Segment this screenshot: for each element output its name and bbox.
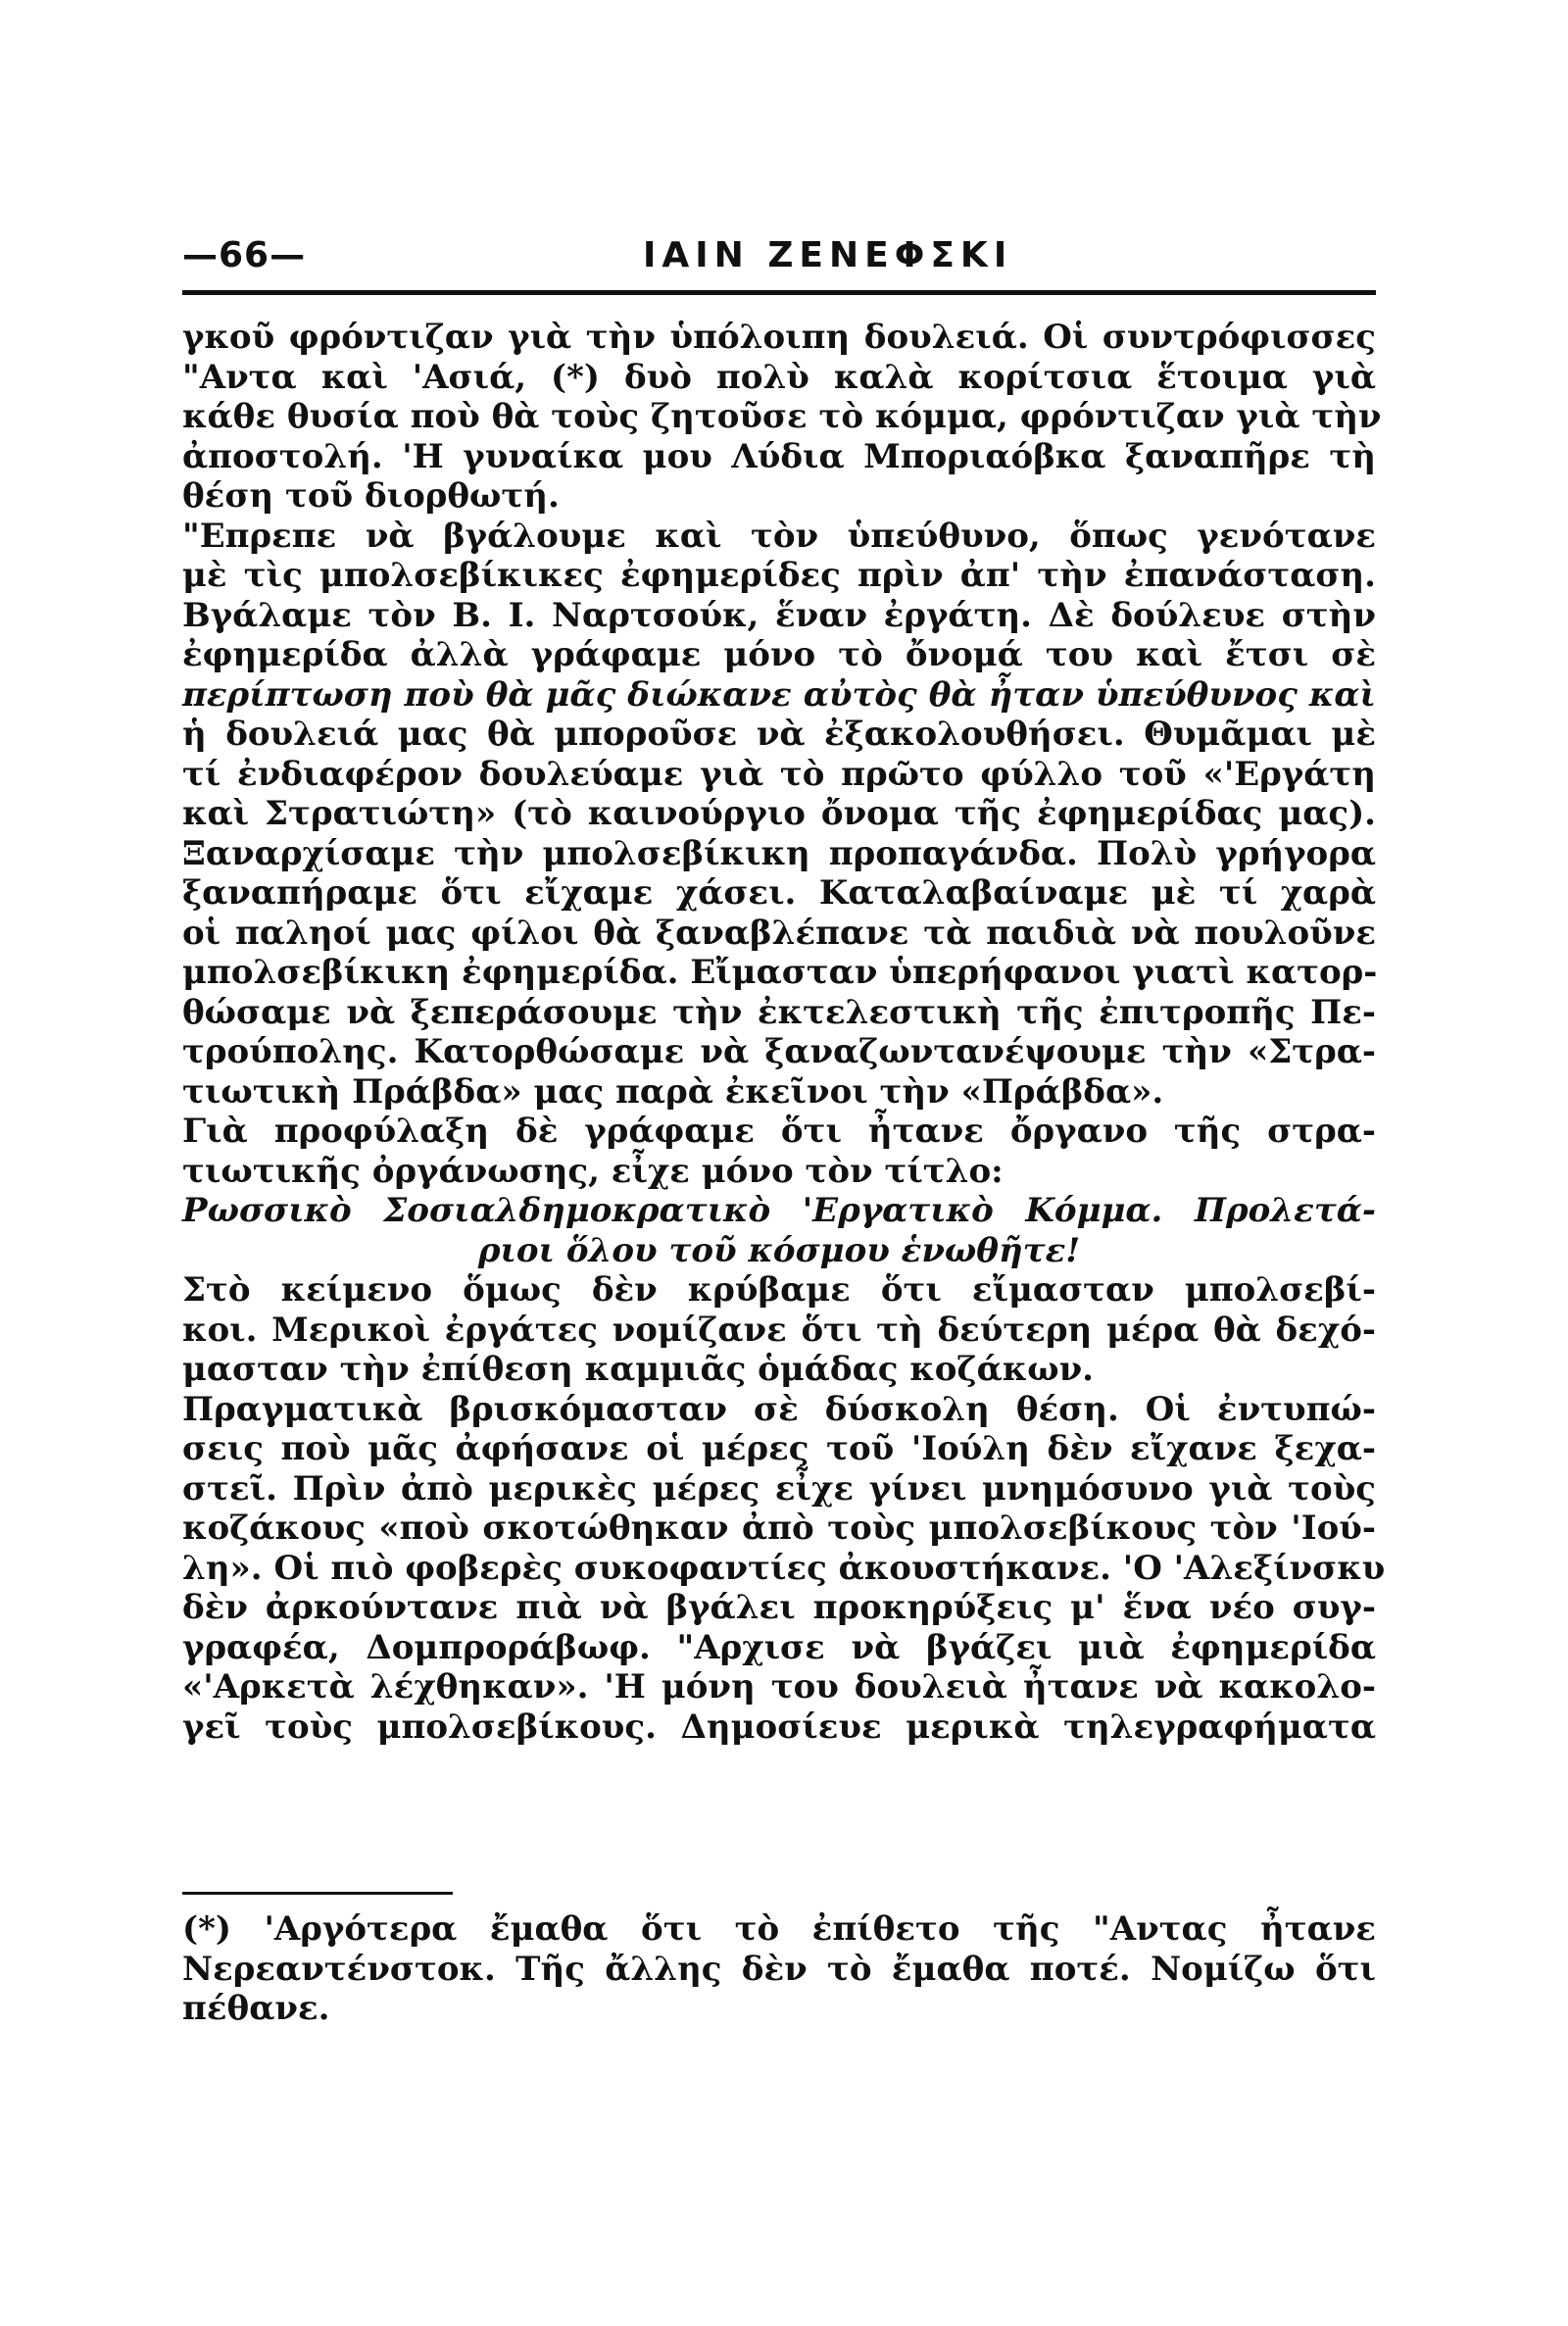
- text-line: ἡ δουλειά μας θὰ μποροῦσε νὰ ἐξακολουθήσει. Θυμᾶμαι μὲ: [182, 715, 1376, 754]
- text-line: ξαναπήραμε ὅτι εἴχαμε χάσει. Καταλαβαίναμε μὲ τί χαρὰ: [182, 873, 1376, 913]
- text-line: δὲν ἀρκούντανε πιὰ νὰ βγάλει προκηρύξεις μ' ἕνα νέο συγ-: [182, 1588, 1376, 1627]
- text-line: ἐφημερίδα ἀλλὰ γράφαμε μόνο τὸ ὄνομά του καὶ ἔτσι σὲ: [182, 635, 1376, 674]
- text-line: οἱ παληοί μας φίλοι θὰ ξαναβλέπανε τὰ παιδιὰ νὰ πουλοῦνε: [182, 913, 1376, 953]
- text-line: «'Αρκετὰ λέχθηκαν». 'Η μόνη του δουλειὰ ἦτανε νὰ κακολο-: [182, 1667, 1376, 1707]
- party-heading-line: ριοι ὅλου τοῦ κόσμου ἑνωθῆτε!: [477, 1230, 1081, 1270]
- text-line: περίπτωση ποὺ θὰ μᾶς διώκανε αὐτὸς θὰ ἦταν ὑπεύθυνος καὶ: [182, 674, 1376, 715]
- text-line: στεῖ. Πρὶν ἀπὸ μερικὲς μέρες εἶχε γίνει μνημόσυνο γιὰ τοὺς: [182, 1468, 1376, 1509]
- footnote-line: (*) 'Αργότερα ἔμαθα ὅτι τὸ ἐπίθετο τῆς "Αντας ἦτανε: [182, 1909, 1376, 1949]
- text-line: λη». Οἱ πιὸ φοβερὲς συκοφαντίες ἀκουστήκανε. 'Ο 'Αλεξίνσκυ: [182, 1548, 1386, 1588]
- text-line: Γιὰ προφύλαξη δὲ γράφαμε ὅτι ἦτανε ὄργανο τῆς στρα-: [182, 1112, 1376, 1151]
- text-line: κοζάκους «ποὺ σκοτώθηκαν ἀπὸ τοὺς μπολσεβίκους τὸν 'Ιού-: [182, 1509, 1376, 1548]
- text-line: καὶ Στρατιώτη» (τὸ καινούργιο ὄνομα τῆς ἐφημερίδας μας).: [182, 794, 1376, 833]
- text-line: γραφέα, Δομπροράβωφ. "Αρχισε νὰ βγάζει μιὰ ἐφημερίδα: [182, 1627, 1376, 1667]
- party-heading-line: Ρωσσικὸ Σοσιαλδημοκρατικὸ 'Εργατικὸ Κόμμα. Προλετά-: [182, 1191, 1376, 1230]
- page-header: [182, 235, 1376, 294]
- text-line: τιωτικῆς ὀργάνωσης, εἶχε μόνο τὸν τίτλο:: [182, 1151, 1004, 1191]
- text-line: τιωτικὴ Πράβδα» μας παρὰ ἐκεῖνοι τὴν «Πράβδα».: [182, 1071, 1164, 1112]
- text-line: γκοῦ φρόντιζαν γιὰ τὴν ὑπόλοιπη δουλειά. Οἱ συντρόφισσες: [182, 318, 1376, 357]
- text-line: "Αντα καὶ 'Ασιά, (*) δυὸ πολὺ καλὰ κορίτσια ἕτοιμα γιὰ: [182, 357, 1376, 397]
- text-line: Στὸ κείμενο ὅμως δὲν κρύβαμε ὅτι εἴμασταν μπολσεβί-: [182, 1270, 1376, 1310]
- text-line: θώσαμε νὰ ξεπεράσουμε τὴν ἐκτελεστικὴ τῆς ἐπιτροπῆς Πε-: [182, 992, 1376, 1032]
- text-line: τρούπολης. Κατορθώσαμε νὰ ξαναζωντανέψουμε τὴν «Στρα-: [182, 1032, 1376, 1071]
- text-line: θέση τοῦ διορθωτή.: [182, 476, 560, 516]
- footnote: [182, 1909, 1376, 2029]
- text-line: Βγάλαμε τὸν Β. Ι. Ναρτσούκ, ἕναν ἐργάτη. Δὲ δούλευε στὴν: [182, 595, 1376, 635]
- text-line: "Επρεπε νὰ βγάλουμε καὶ τὸν ὑπεύθυνο, ὅπως γενότανε: [182, 516, 1376, 556]
- text-line: σεις ποὺ μᾶς ἀφήσανε οἱ μέρες τοῦ 'Ιούλη δὲν εἴχανε ξεχα-: [182, 1429, 1376, 1468]
- text-line: Ξαναρχίσαμε τὴν μπολσεβίκικη προπαγάνδα. Πολὺ γρήγορα: [182, 833, 1376, 873]
- running-title: ΙΑΙΝ ΖΕΝΕΦΣΚΙ: [643, 235, 1013, 275]
- footnote-rule: [182, 1892, 453, 1895]
- footnote-line: πέθανε.: [182, 1989, 330, 2028]
- text-line: Πραγματικὰ βρισκόμασταν σὲ δύσκολη θέση. Οἱ ἐντυπώ-: [182, 1389, 1376, 1429]
- header-rule: [182, 290, 1376, 295]
- text-line: κοι. Μερικοὶ ἐργάτες νομίζανε ὅτι τὴ δεύτερη μέρα θὰ δεχό-: [182, 1310, 1376, 1350]
- text-line: ἀποστολή. 'Η γυναίκα μου Λύδια Μποριαόβκα ξαναπῆρε τὴ: [182, 436, 1376, 476]
- body-text: [182, 318, 1386, 1747]
- footnote-line: Νερεαντένστοκ. Τῆς ἄλλης δὲν τὸ ἔμαθα ποτέ. Νομίζω ὅτι: [182, 1949, 1376, 1989]
- page-number: —66—: [182, 235, 307, 275]
- text-line: γεῖ τοὺς μπολσεβίκους. Δημοσίευε μερικὰ τηλεγραφήματα: [182, 1707, 1376, 1747]
- text-line: τί ἐνδιαφέρον δουλεύαμε γιὰ τὸ πρῶτο φύλλο τοῦ «'Εργάτη: [182, 754, 1376, 794]
- text-line: μπολσεβίκικη ἐφημερίδα. Εἴμασταν ὑπερήφανοι γιατὶ κατορ-: [182, 953, 1378, 992]
- text-line: κάθε θυσία ποὺ θὰ τοὺς ζητοῦσε τὸ κόμμα, φρόντιζαν γιὰ τὴν: [182, 397, 1382, 436]
- text-line: μὲ τὶς μπολσεβίκικες ἐφημερίδες πρὶν ἀπ' τὴν ἐπανάσταση.: [182, 556, 1376, 595]
- text-line: μασταν τὴν ἐπίθεση καμμιᾶς ὁμάδας κοζάκων.: [182, 1350, 1095, 1389]
